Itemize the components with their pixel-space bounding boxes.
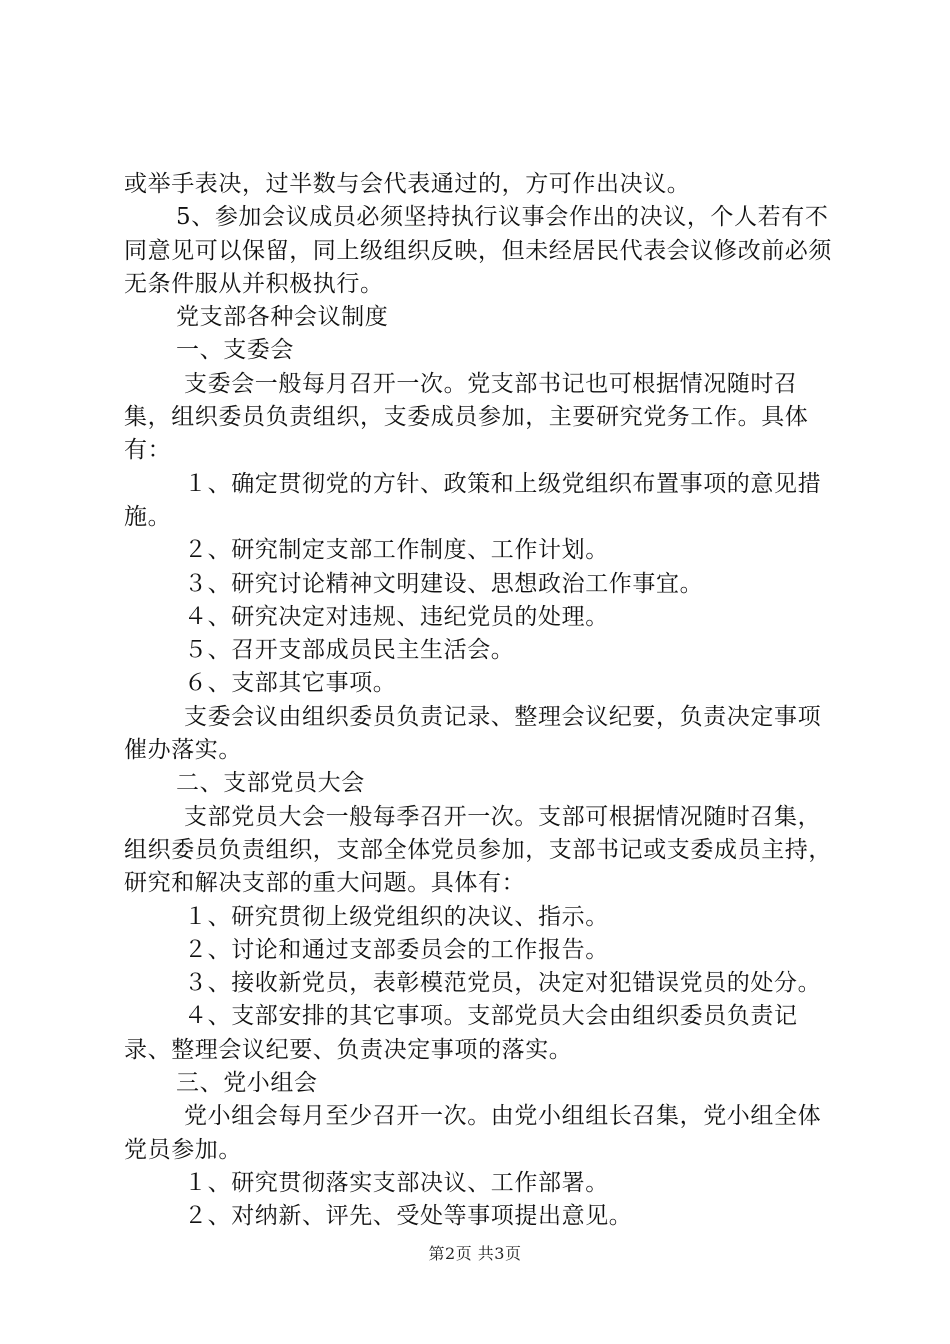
list-item: ５、召开支部成员民主生活会。 (184, 637, 515, 664)
list-item: ３、接收新党员，表彰模范党员，决定对犯错误党员的处分。 (184, 970, 822, 997)
section-heading: 党支部各种会议制度 (176, 304, 389, 331)
paragraph: 支部党员大会一般每季召开一次。支部可根据情况随时召集，组织委员负责组织，支部全体党员参加，支部书记或支委成员主持，研究和解决支部的重大问题。具体有： (124, 803, 832, 897)
list-item: １、研究贯彻上级党组织的决议、指示。 (184, 903, 609, 930)
section-heading: 三、党小组会 (176, 1070, 318, 1097)
section-heading: 二、支部党员大会 (176, 770, 365, 797)
paragraph: 或举手表决，过半数与会代表通过的，方可作出决议。 (124, 171, 691, 197)
list-item: ６、支部其它事项。 (184, 670, 397, 697)
paragraph: 党小组会每月至少召开一次。由党小组组长召集，党小组全体党员参加。 (124, 1103, 822, 1163)
list-item: ３、研究讨论精神文明建设、思想政治工作事宜。 (184, 570, 704, 597)
section-heading: 一、支委会 (176, 337, 294, 364)
list-item: ２、对纳新、评先、受处等事项提出意见。 (184, 1203, 633, 1230)
list-item: ４、研究决定对违规、违纪党员的处理。 (184, 603, 609, 630)
paragraph: 支委会一般每月召开一次。党支部书记也可根据情况随时召集，组织委员负责组织，支委成员参加，主要研究党务工作。具体有： (124, 370, 809, 464)
page-number-footer: 第2页 共3页 (428, 1244, 522, 1263)
list-item: １、确定贯彻党的方针、政策和上级党组织布置事项的意见措施。 (124, 470, 822, 530)
list-item: ４、支部安排的其它事项。支部党员大会由组织委员负责记录、整理会议纪要、负责决定事项的落实。 (124, 1003, 798, 1063)
document-body (124, 168, 838, 1234)
paragraph: 支委会议由组织委员负责记录、整理会议纪要，负责决定事项催办落实。 (124, 703, 822, 764)
list-item: ２、研究制定支部工作制度、工作计划。 (184, 537, 609, 564)
list-item: ２、讨论和通过支部委员会的工作报告。 (184, 936, 609, 963)
list-item: １、研究贯彻落实支部决议、工作部署。 (184, 1169, 609, 1196)
paragraph: 5、参加会议成员必须坚持执行议事会作出的决议，个人若有不同意见可以保留，同上级组织反映，但未经居民代表会议修改前必须无条件服从并积极执行。 (124, 204, 832, 297)
